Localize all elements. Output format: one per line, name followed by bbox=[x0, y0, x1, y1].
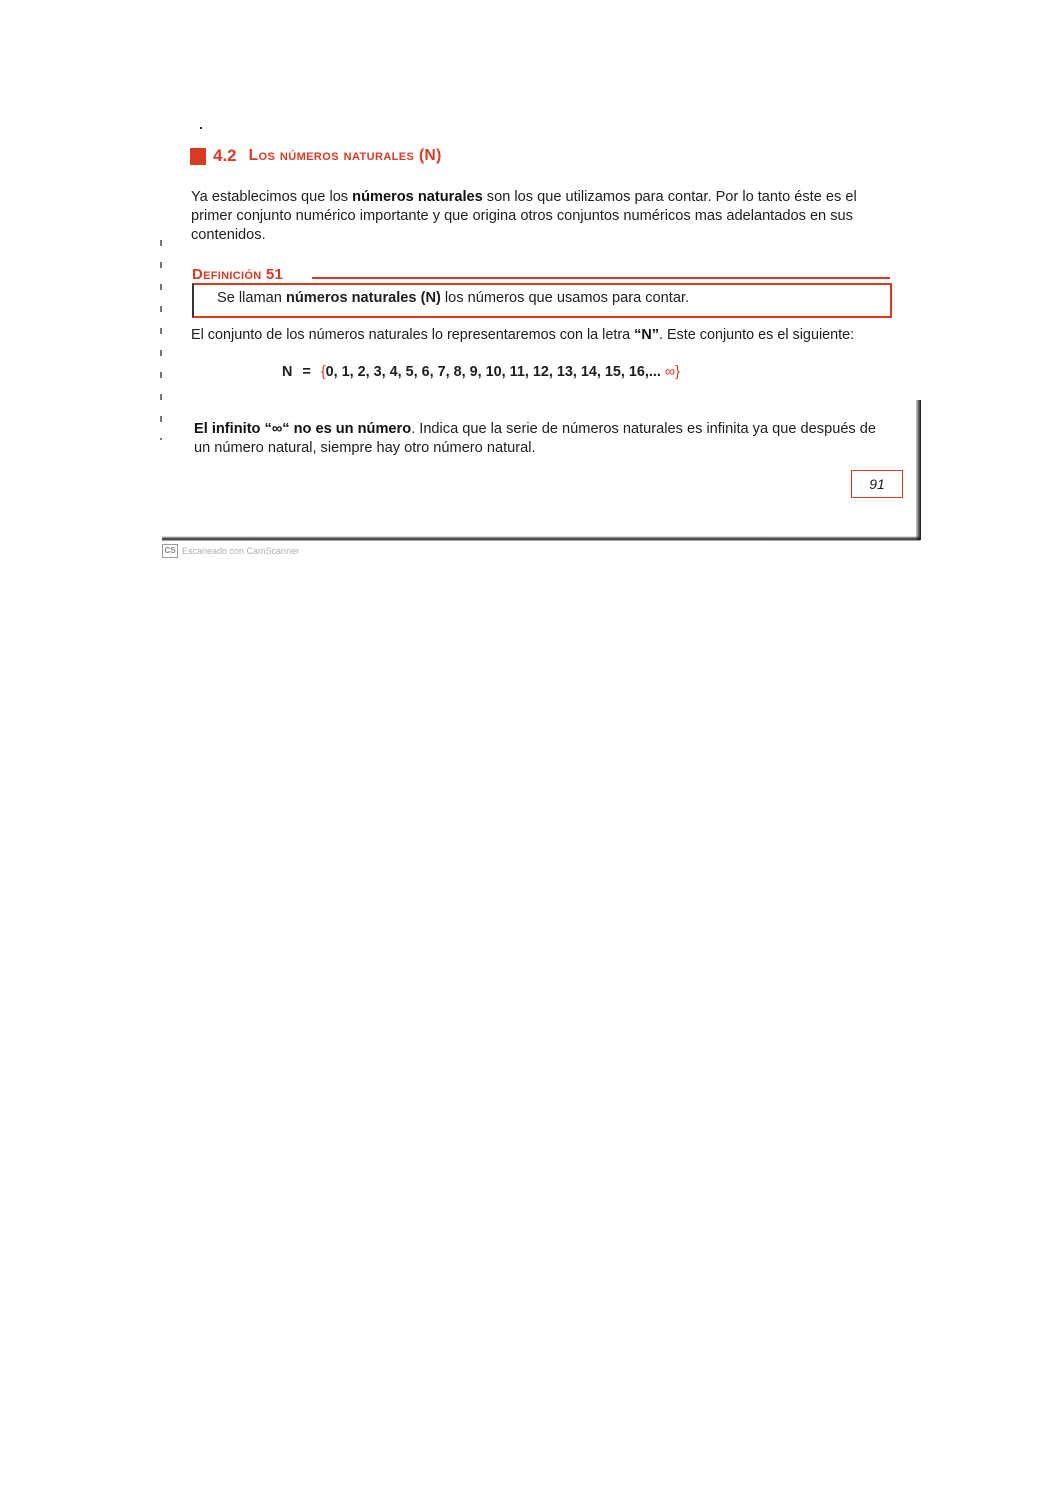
set-open-brace: { bbox=[320, 364, 326, 380]
intro-text-1: Ya establecimos que los bbox=[191, 189, 353, 205]
set-intro-paragraph bbox=[191, 326, 891, 345]
definition-text-2: los números que usamos para contar. bbox=[440, 290, 690, 306]
infinity-symbol: ∞ bbox=[660, 364, 676, 380]
set-name: N bbox=[282, 364, 293, 380]
definition-text bbox=[217, 289, 689, 307]
set-close-brace: } bbox=[675, 364, 680, 380]
definition-rule bbox=[312, 277, 890, 279]
set-elements: 0, 1, 2, 3, 4, 5, 6, 7, 8, 9, 10, 11, 12, 13, 14, 15, 16,... bbox=[325, 364, 661, 380]
section-title: Los números naturales (N) bbox=[248, 147, 442, 164]
natural-numbers-set bbox=[282, 364, 680, 380]
page-number: 91 bbox=[851, 470, 903, 498]
camscanner-logo-icon: CS bbox=[162, 544, 178, 558]
scan-right-edge bbox=[916, 400, 921, 540]
set-intro-letter: “N” bbox=[634, 327, 659, 343]
scan-left-edge-marks bbox=[160, 240, 162, 440]
section-number: 4.2 bbox=[213, 146, 237, 165]
set-intro-text-2: . Este conjunto es el siguiente: bbox=[658, 327, 855, 343]
section-heading bbox=[190, 146, 442, 166]
set-intro-text-1: El conjunto de los números naturales lo representaremos con la letra bbox=[191, 327, 635, 343]
definition-text-1: Se llaman bbox=[217, 290, 286, 306]
infinity-note-text: . Indica que la serie de números naturales es infinita ya que después de un número natural, siempre hay otro número natural. bbox=[194, 421, 877, 456]
scan-bottom-edge bbox=[162, 536, 920, 541]
scan-speck bbox=[200, 127, 202, 129]
section-marker-icon bbox=[190, 148, 206, 165]
definition-label: Definición 51 bbox=[192, 266, 284, 283]
definition-bold-term: números naturales (N) bbox=[285, 290, 441, 306]
camscanner-text: Escaneado con CamScanner bbox=[182, 546, 300, 556]
intro-text-2: son los que utilizamos para contar. Por lo tanto éste es el primer conjunto numérico importante y que origina otros conjuntos numéricos mas adelantados en sus contenidos. bbox=[191, 189, 857, 243]
infinity-note-paragraph bbox=[194, 420, 894, 458]
intro-bold-term: números naturales bbox=[352, 189, 483, 205]
infinity-note-bold: El infinito “∞“ no es un número bbox=[194, 421, 412, 437]
set-equals: = bbox=[302, 364, 311, 380]
intro-paragraph bbox=[191, 188, 891, 245]
camscanner-watermark bbox=[162, 544, 299, 558]
